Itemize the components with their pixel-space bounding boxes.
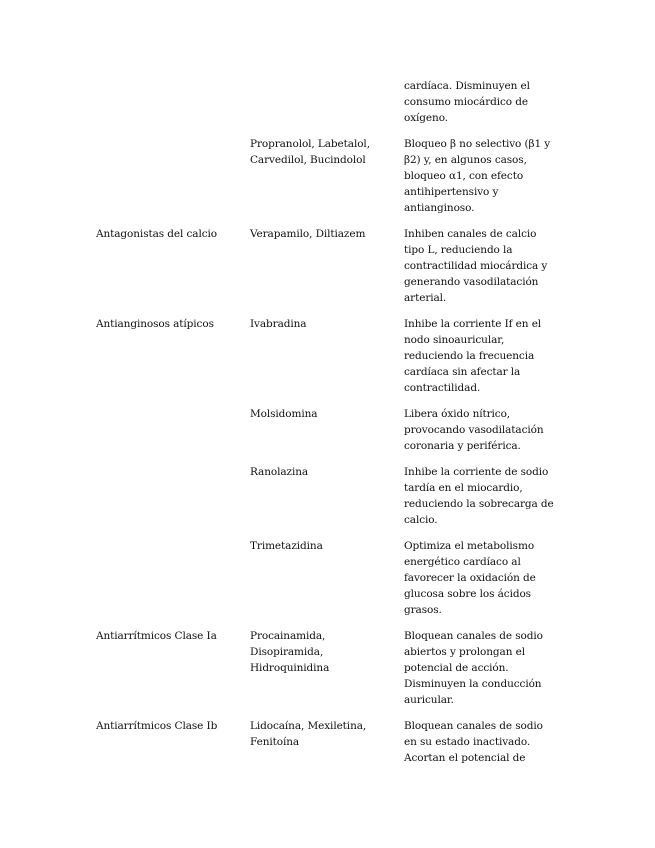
mechanism-cell [404,78,554,126]
mechanism-cell [404,316,554,396]
mechanism-cell [404,406,554,454]
mechanism-cell [404,226,554,306]
drug-group-cell [96,226,241,242]
cell-text-line: nodo sinoauricular, [404,334,505,346]
cell-text-line: Antagonistas del calcio [96,228,217,240]
cell-text-line: en su estado inactivado. [404,736,531,748]
cell-text-line: calcio. [404,514,438,526]
drug-names-cell [250,316,388,332]
cell-text-line: grasos. [404,604,442,616]
cell-text-line: generando vasodilatación [404,276,539,288]
cell-text-line: Bloquean canales de sodio [404,720,543,732]
cell-text-line: Carvedilol, Bucindolol [250,154,366,166]
cell-text-line: tardía en el miocardio, [404,482,523,494]
cell-text-line: Trimetazidina [250,540,323,552]
cell-text-line: Inhibe la corriente de sodio [404,466,549,478]
cell-text-line: Hidroquinidina [250,662,330,674]
drug-names-cell [250,226,388,242]
cell-text-line: Ivabradina [250,318,307,330]
cell-text-line: Lidocaína, Mexiletina, [250,720,367,732]
cell-text-line: Antianginosos atípicos [96,318,214,330]
mechanism-cell [404,538,554,618]
drug-names-cell [250,718,388,750]
drug-names-cell [250,628,388,676]
mechanism-cell [404,718,554,766]
cell-text-line: energético cardíaco al [404,556,521,568]
cell-text-line: Disopiramida, [250,646,324,658]
cell-text-line: Bloquean canales de sodio [404,630,543,642]
drug-names-cell [250,406,388,422]
cell-text-line: oxígeno. [404,112,448,124]
cell-text-line: glucosa sobre los ácidos [404,588,531,600]
cell-text-line: cardíaca. Disminuyen el [404,80,530,92]
cell-text-line: antihipertensivo y [404,186,499,198]
mechanism-cell [404,136,554,216]
cell-text-line: reduciendo la frecuencia [404,350,535,362]
cell-text-line: tipo L, reduciendo la [404,244,513,256]
mechanism-cell [404,464,554,528]
cell-text-line: provocando vasodilatación [404,424,544,436]
cell-text-line: cardíaca sin afectar la [404,366,521,378]
cell-text-line: Fenitoína [250,736,300,748]
cell-text-line: consumo miocárdico de [404,96,528,108]
cell-text-line: reduciendo la sobrecarga de [404,498,554,510]
cell-text-line: Procainamida, [250,630,326,642]
drug-group-cell [96,628,241,644]
cell-text-line: Inhibe la corriente If en el [404,318,542,330]
mechanism-cell [404,628,554,708]
cell-text-line: favorecer la oxidación de [404,572,536,584]
cell-text-line: contractilidad. [404,382,481,394]
cell-text-line: abiertos y prolongan el [404,646,525,658]
cell-text-line: Disminuyen la conducción [404,678,542,690]
cell-text-line: Libera óxido nítrico, [404,408,511,420]
cell-text-line: Ranolazina [250,466,309,478]
cell-text-line: antianginoso. [404,202,475,214]
cell-text-line: Acortan el potencial de [404,752,526,764]
cell-text-line: contractilidad miocárdica y [404,260,548,272]
cell-text-line: auricular. [404,694,454,706]
cell-text-line: Antiarrítmicos Clase Ib [96,720,218,732]
cell-text-line: Molsidomina [250,408,318,420]
cell-text-line: arterial. [404,292,447,304]
cell-text-line: Antiarrítmicos Clase Ia [96,630,217,642]
cell-text-line: coronaria y periférica. [404,440,521,452]
drug-names-cell [250,136,388,168]
cell-text-line: bloqueo α1, con efecto [404,170,524,182]
cell-text-line: potencial de acción. [404,662,509,674]
cell-text-line: Bloqueo β no selectivo (β1 y [404,138,551,150]
cell-text-line: Verapamilo, Diltiazem [250,228,366,240]
cell-text-line: Inhiben canales de calcio [404,228,537,240]
cell-text-line: Optimiza el metabolismo [404,540,535,552]
cell-text-line: β2) y, en algunos casos, [404,154,527,166]
drug-group-cell [96,718,241,734]
drug-names-cell [250,538,388,554]
drug-names-cell [250,464,388,480]
cell-text-line: Propranolol, Labetalol, [250,138,370,150]
drug-group-cell [96,316,241,332]
